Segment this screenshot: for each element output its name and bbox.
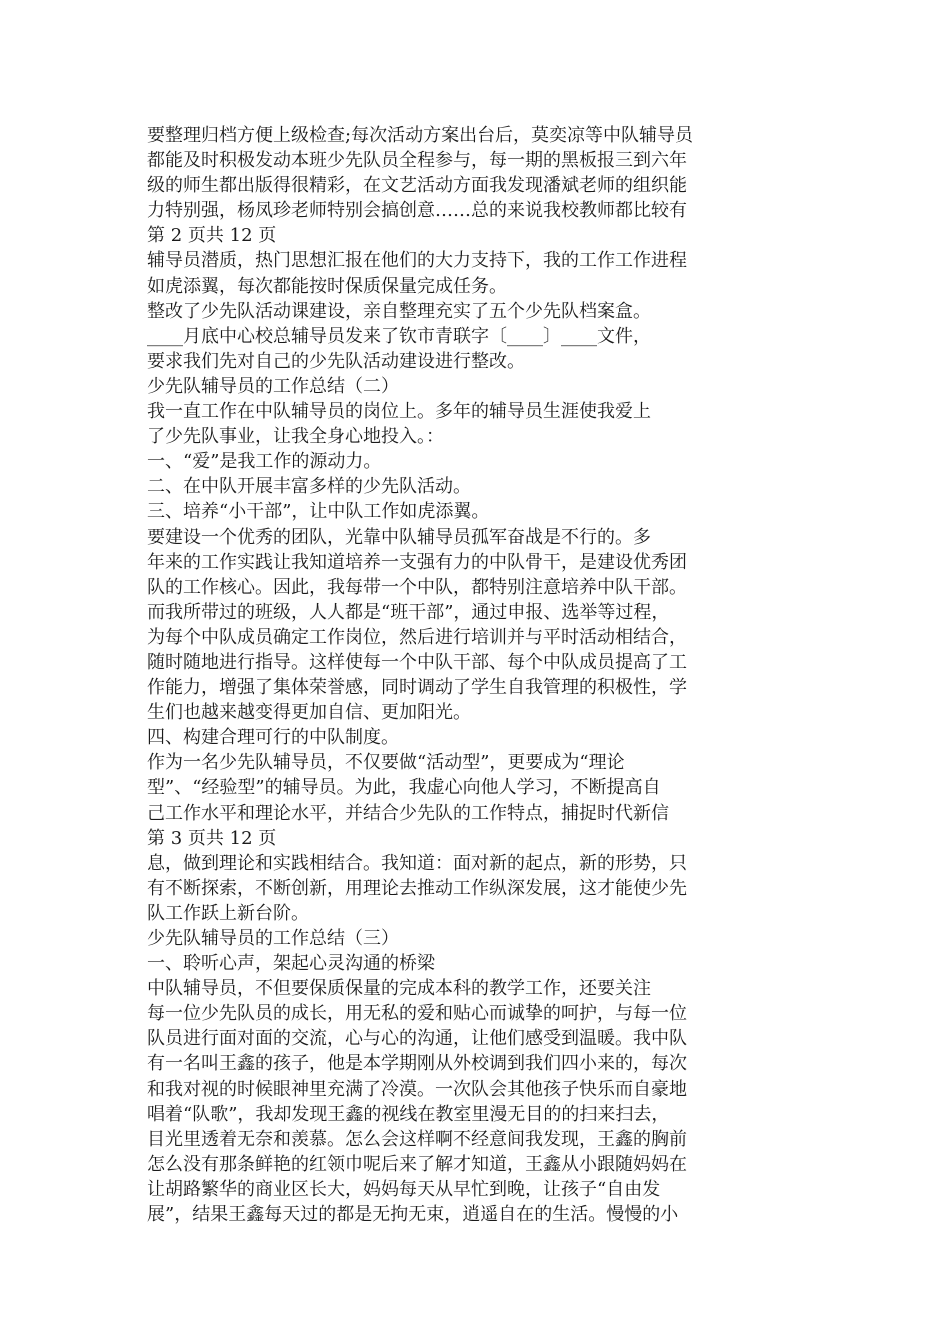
text-line: 中队辅导员，不但要保质保量的完成本科的教学工作，还要关注 [147,978,651,1000]
text-line: 一、聆听心声，架起心灵沟通的桥梁 [147,953,435,975]
text-line: ____月底中心校总辅导员发来了钦市青联字〔____〕____文件， [147,325,651,347]
text-line: 型”、“经验型”的辅导员。为此，我虚心向他人学习，不断提高自 [147,777,661,799]
document-body [147,123,737,1227]
text-line: 级的师生都出版得很精彩，在文艺活动方面我发现潘斌老师的组织能 [147,175,687,197]
text-line: 力特别强，杨凤珍老师特别会搞创意……总的来说我校教师都比较有 [147,200,687,222]
text-line: 年来的工作实践让我知道培养一支强有力的中队骨干，是建设优秀团 [147,551,687,573]
text-line: 息，做到理论和实践相结合。我知道：面对新的起点，新的形势，只 [147,852,687,874]
text-line: 生们也越来越变得更加自信、更加阳光。 [147,702,471,724]
page-number-footer: 第 2 页共 12 页 [147,225,277,247]
text-line: 随时随地进行指导。这样使每一个中队干部、每个中队成员提高了工 [147,651,687,673]
text-line: 己工作水平和理论水平，并结合少先队的工作特点，捕捉时代新信 [147,802,669,824]
text-line: 要整理归档方便上级检查;每次活动方案出台后，莫奕凉等中队辅导员 [147,125,694,146]
text-line: 一、“爱”是我工作的源动力。 [147,451,382,473]
text-line: 都能及时积极发动本班少先队员全程参与，每一期的黑板报三到六年 [147,150,687,172]
text-line: 作为一名少先队辅导员，不仅要做“活动型”，更要成为“理论 [147,752,625,774]
text-line: 三、培养“小干部”，让中队工作如虎添翼。 [147,501,490,523]
text-line: 整改了少先队活动课建设，亲自整理充实了五个少先队档案盒。 [147,300,651,322]
text-line: 唱着“队歌”，我却发现王鑫的视线在教室里漫无目的的扫来扫去， [147,1103,670,1125]
text-line: 为每个中队成员确定工作岗位，然后进行培训并与平时活动相结合， [147,626,687,648]
text-line: 怎么没有那条鲜艳的红领巾呢后来了解才知道，王鑫从小跟随妈妈在 [147,1153,687,1175]
text-line: 二、在中队开展丰富多样的少先队活动。 [147,476,471,498]
text-line: 队的工作核心。因此，我每带一个中队，都特别注意培养中队干部。 [147,576,687,598]
text-line: 少先队辅导员的工作总结（三） [147,928,399,949]
text-line: 而我所带过的班级，人人都是“班干部”，通过申报、选举等过程， [147,601,670,623]
text-line: 四、构建合理可行的中队制度。 [147,727,399,749]
text-line: 目光里透着无奈和羡慕。怎么会这样啊不经意间我发现，王鑫的胸前 [147,1128,687,1150]
text-line: 要建设一个优秀的团队，光靠中队辅导员孤军奋战是不行的。多 [147,526,651,548]
text-line: 如虎添翼，每次都能按时保质保量完成任务。 [147,275,507,297]
page-number-footer: 第 3 页共 12 页 [147,827,277,849]
text-line: 作能力，增强了集体荣誉感，同时调动了学生自我管理的积极性，学 [147,677,687,699]
text-line: 了少先队事业，让我全身心地投入。： [147,426,444,448]
text-line: 和我对视的时候眼神里充满了冷漠。一次队会其他孩子快乐而自豪地 [147,1078,687,1100]
text-line: 有一名叫王鑫的孩子，他是本学期刚从外校调到我们四小来的，每次 [147,1053,687,1075]
text-line: 要求我们先对自己的少先队活动建设进行整改。 [147,350,525,372]
text-line: 少先队辅导员的工作总结（二） [147,375,399,397]
text-line: 队员进行面对面的交流，心与心的沟通，让他们感受到温暖。我中队 [147,1028,687,1050]
text-line: 队工作跃上新台阶。 [147,902,309,924]
text-line: 每一位少先队员的成长，用无私的爱和贴心而诚挚的呵护，与每一位 [147,1003,687,1025]
text-line: 展”，结果王鑫每天过的都是无拘无束，逍遥自在的生活。慢慢的小 [147,1204,679,1226]
text-line: 让胡路繁华的商业区长大，妈妈每天从早忙到晚，让孩子“自由发 [147,1178,661,1200]
text-line: 辅导员潜质，热门思想汇报在他们的大力支持下，我的工作工作进程 [147,250,687,272]
text-line: 我一直工作在中队辅导员的岗位上。多年的辅导员生涯使我爱上 [147,401,651,423]
text-line: 有不断探索，不断创新，用理论去推动工作纵深发展，这才能使少先 [147,877,687,899]
